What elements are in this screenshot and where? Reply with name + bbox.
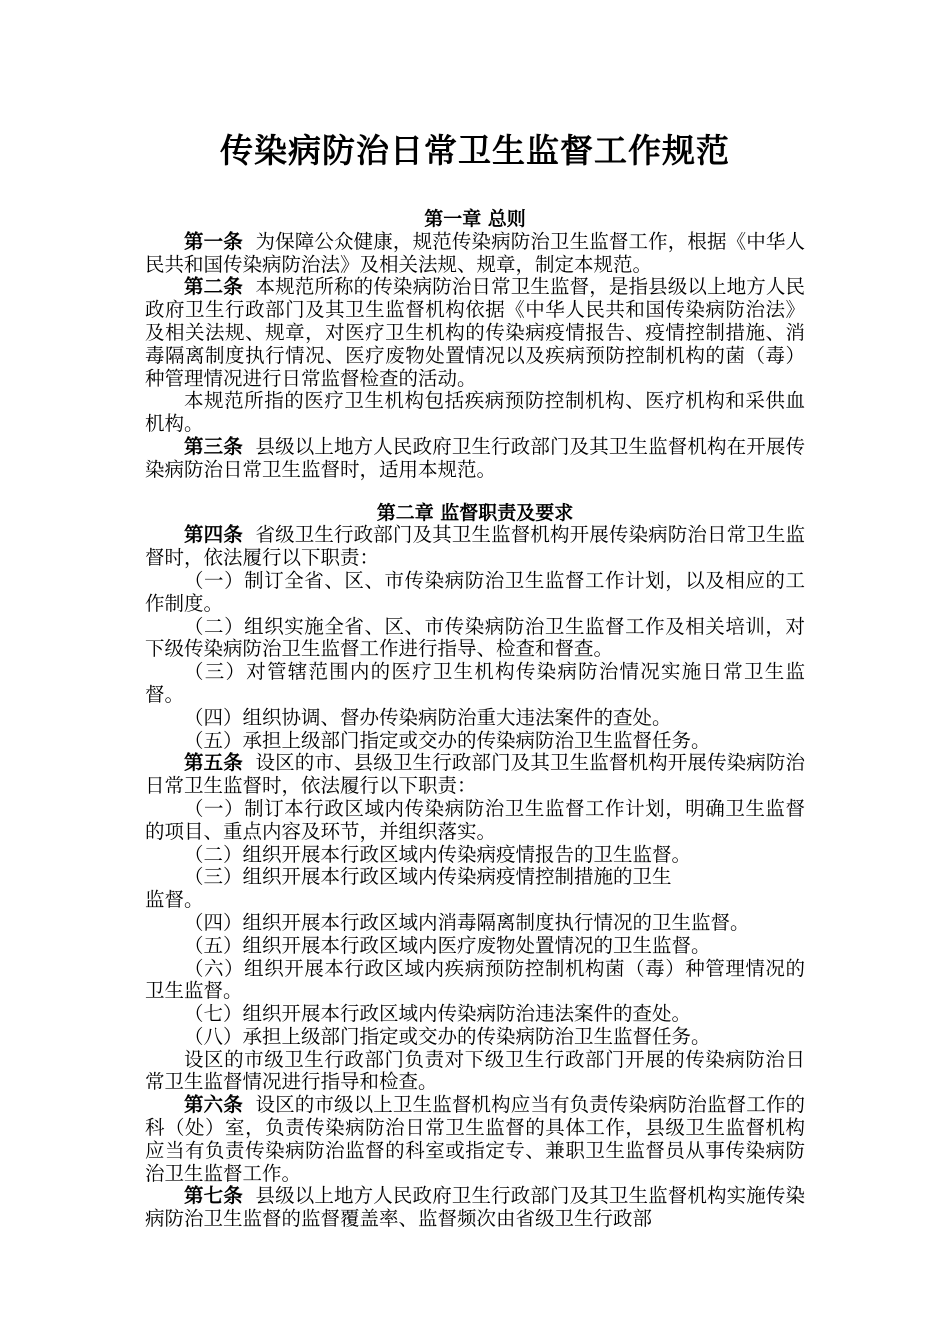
list-item: （八）承担上级部门指定或交办的传染病防治卫生监督任务。 (184, 1024, 711, 1048)
article-text: 为保障公众健康，规范传染病防治卫生监督工作，根据《中华人民共和国传染病防治法》及相关法规、规章，制定本规范。 (145, 229, 805, 276)
list-item: （一）制订全省、区、市传染病防治卫生监督工作计划，以及相应的工作制度。 (145, 568, 805, 615)
article-label: 第七条 (184, 1184, 243, 1208)
article-label: 第五条 (184, 751, 243, 775)
article-paragraph (145, 276, 805, 390)
article-paragraph (145, 1185, 805, 1231)
paragraph: 本规范所指的医疗卫生机构包括疾病预防控制机构、医疗机构和采供血机构。 (145, 389, 805, 436)
article-paragraph (145, 231, 805, 277)
article-text: 本规范所称的传染病防治日常卫生监督，是指县级以上地方人民政府卫生行政部门及其卫生监督机构依据《中华人民共和国传染病防治法》及相关法规、规章，对医疗卫生机构的传染病疫情报告、疫情控制措施、消毒隔离制度执行情况、医疗废物处置情况以及疾病预防控制机构的菌（毒）种管理情况进行日常监督检查的活动。 (145, 275, 805, 390)
list-item: （七）组织开展本行政区域内传染病防治违法案件的查处。 (184, 1002, 692, 1026)
article-paragraph (145, 1094, 805, 1185)
article-text: 设区的市、县级卫生行政部门及其卫生监督机构开展传染病防治日常卫生监督时，依法履行以下职责： (145, 751, 805, 798)
article-text: 县级以上地方人民政府卫生行政部门及其卫生监督机构实施传染病防治卫生监督的监督覆盖率、监督频次由省级卫生行政部 (145, 1184, 805, 1231)
list-item-continuation: 监督。 (145, 888, 204, 912)
document-title: 传染病防治日常卫生监督工作规范 (220, 131, 730, 170)
list-item: （四）组织开展本行政区域内消毒隔离制度执行情况的卫生监督。 (184, 910, 750, 934)
article-label: 第三条 (184, 434, 243, 458)
article-text: 设区的市级以上卫生监督机构应当有负责传染病防治监督工作的科（处）室，负责传染病防治日常卫生监督的具体工作，县级卫生监督机构应当有负责传染病防治监督的科室或指定专、兼职卫生监督员从事传染病防治卫生监督工作。 (145, 1093, 805, 1185)
list-item: （三）对管辖范围内的医疗卫生机构传染病防治情况实施日常卫生监督。 (145, 660, 805, 706)
article-label: 第一条 (184, 229, 243, 253)
list-item: （五）承担上级部门指定或交办的传染病防治卫生监督任务。 (184, 728, 711, 752)
article-label: 第四条 (184, 523, 243, 547)
list-item: （六）组织开展本行政区域内疾病预防控制机构菌（毒）种管理情况的卫生监督。 (145, 956, 805, 1003)
article-text: 省级卫生行政部门及其卫生监督机构开展传染病防治日常卫生监督时，依法履行以下职责： (145, 523, 805, 570)
paragraph: 设区的市级卫生行政部门负责对下级卫生行政部门开展的传染病防治日常卫生监督情况进行指导和检查。 (145, 1047, 805, 1094)
chapter-heading: 第一章 总则 (424, 208, 526, 230)
chapter-heading: 第二章 监督职责及要求 (376, 501, 574, 524)
article-paragraph (145, 524, 805, 570)
article-label: 第二条 (184, 275, 243, 299)
article-label: 第六条 (184, 1093, 243, 1117)
list-item: （二）组织开展本行政区域内传染病疫情报告的卫生监督。 (184, 842, 692, 866)
list-item: （五）组织开展本行政区域内医疗废物处置情况的卫生监督。 (184, 933, 711, 957)
document-body (145, 208, 805, 1231)
article-paragraph (145, 752, 805, 798)
list-item: （二）组织实施全省、区、市传染病防治卫生监督工作及相关培训，对下级传染病防治卫生监督工作进行指导、检查和督查。 (145, 614, 805, 661)
list-item: （一）制订本行政区域内传染病防治卫生监督工作计划，明确卫生监督的项目、重点内容及环节，并组织落实。 (145, 796, 805, 843)
article-text: 县级以上地方人民政府卫生行政部门及其卫生监督机构在开展传染病防治日常卫生监督时，适用本规范。 (145, 434, 805, 481)
list-item: （四）组织协调、督办传染病防治重大违法案件的查处。 (184, 705, 672, 729)
article-paragraph (145, 436, 805, 482)
list-item: （三）组织开展本行政区域内传染病疫情控制措施的卫生 (184, 865, 672, 889)
